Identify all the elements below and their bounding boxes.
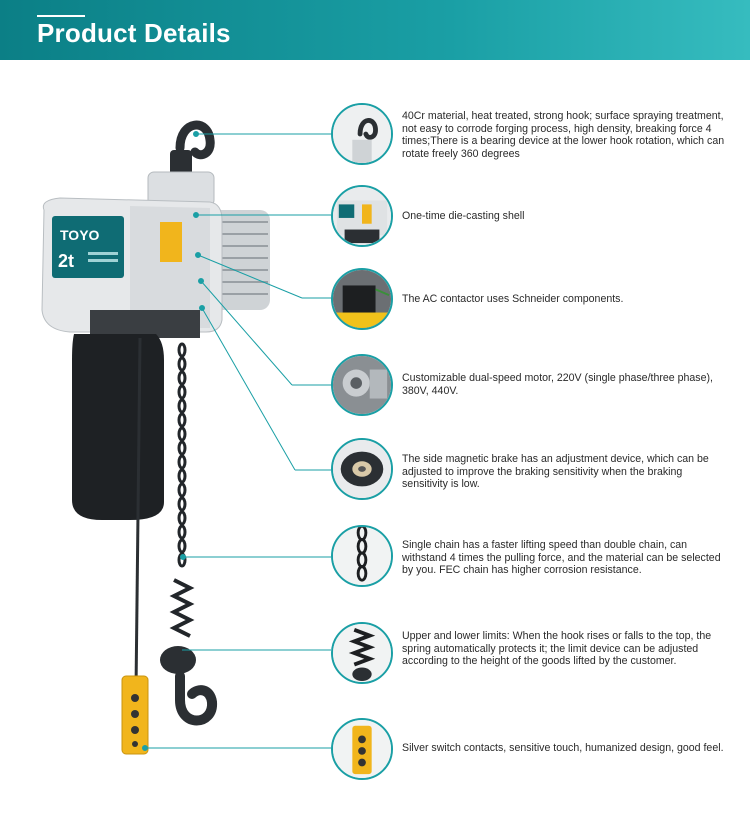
brand-logo: TOYO bbox=[60, 227, 100, 243]
feature-shell-text: One-time die-casting shell bbox=[402, 210, 525, 222]
capacity-label: 2t bbox=[58, 251, 75, 271]
feature-chain-text: Single chain has a faster lifting speed than double chain, can withstand 4 times the pulling force, and the material can be selected by you. FEC chain has higher corrosion resistance. bbox=[402, 539, 721, 576]
feature-contactor-text: The AC contactor uses Schneider components. bbox=[402, 293, 624, 305]
chain-hoist-image bbox=[30, 110, 290, 770]
feature-hook-text: 40Cr material, heat treated, strong hook; surface spraying treatment, not easy to corrode forging process, high density, breaking force 4 times;There is a bearing device at the lower hook rotation, which can rotate freely 360 degrees bbox=[402, 110, 725, 160]
limit-spring-detail-icon bbox=[331, 622, 393, 684]
hook-detail-icon bbox=[331, 103, 393, 165]
title-accent-line bbox=[37, 15, 85, 17]
header-banner bbox=[0, 0, 750, 60]
page-title: Product Details bbox=[37, 18, 231, 48]
feature-brake-text: The side magnetic brake has an adjustment device, which can be adjusted to improve the braking sensitivity when the braking sensitivity is low. bbox=[402, 453, 709, 490]
pendant-switch-detail-icon bbox=[331, 718, 393, 780]
feature-motor-text: Customizable dual-speed motor, 220V (single phase/three phase), 380V, 440V. bbox=[402, 372, 713, 397]
motor-detail-icon bbox=[331, 354, 393, 416]
feature-switch-text: Silver switch contacts, sensitive touch, humanized design, good feel. bbox=[402, 742, 724, 754]
brake-detail-icon bbox=[331, 438, 393, 500]
feature-limit-text: Upper and lower limits: When the hook rises or falls to the top, the spring automatically protects it; the limit device can be adjusted according to the height of the goods lifted by the customer. bbox=[402, 630, 712, 667]
shell-detail-icon bbox=[331, 185, 393, 247]
chain-detail-icon bbox=[331, 525, 393, 587]
contactor-detail-icon bbox=[331, 268, 393, 330]
